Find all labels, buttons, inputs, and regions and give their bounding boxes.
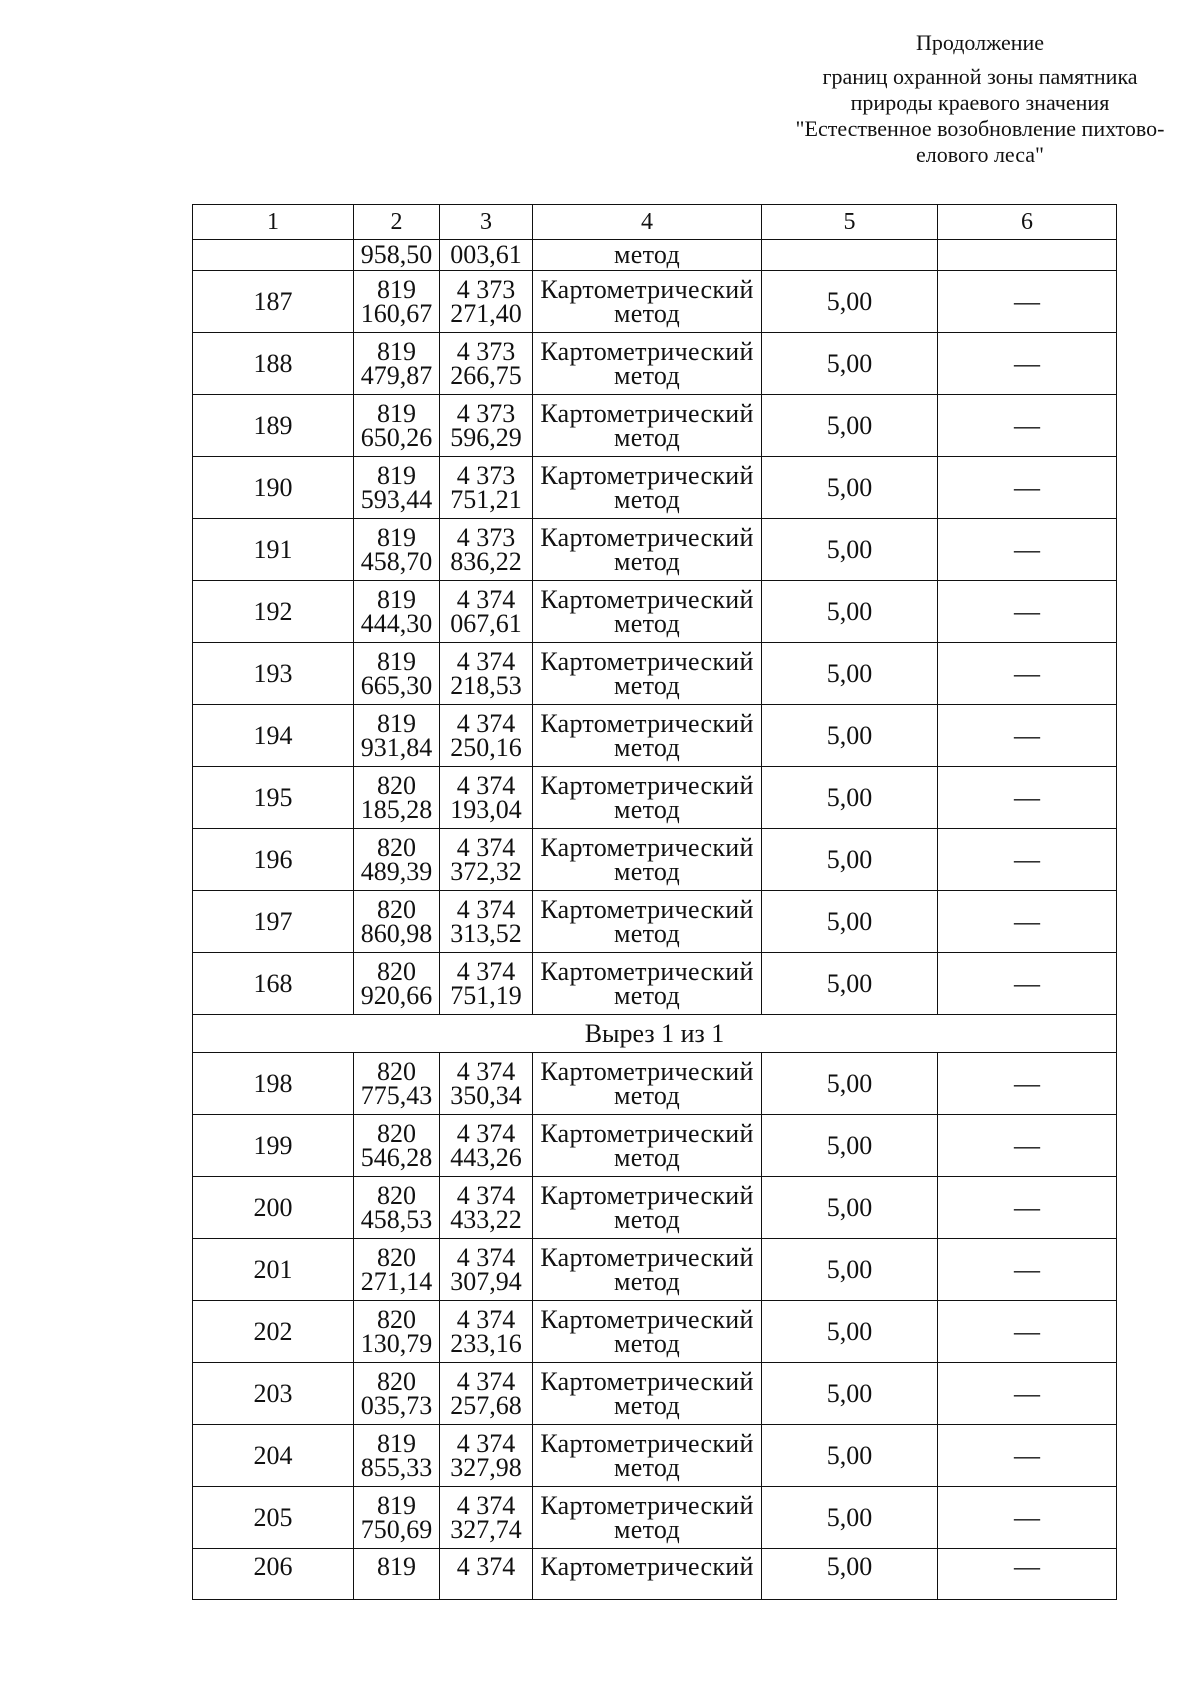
column-number: 1 (193, 205, 354, 240)
description-cell: — (938, 767, 1117, 829)
description-cell: — (938, 1301, 1117, 1363)
table-row (193, 333, 1117, 395)
description-cell: — (938, 1239, 1117, 1301)
description-cell: — (938, 953, 1117, 1015)
table-row (193, 829, 1117, 891)
y-coordinate-cell: 4 374 443,26 (440, 1115, 533, 1177)
point-number-cell: 187 (193, 271, 354, 333)
method-cell: Картометрический метод (533, 953, 762, 1015)
point-number-cell: 198 (193, 1053, 354, 1115)
column-number-row (193, 205, 1117, 240)
method-cell: Картометрический метод (533, 395, 762, 457)
point-number-cell: 191 (193, 519, 354, 581)
y-coordinate-cell: 003,61 (440, 240, 533, 271)
point-number-cell: 202 (193, 1301, 354, 1363)
point-number-cell: 205 (193, 1487, 354, 1549)
point-number-cell: 192 (193, 581, 354, 643)
x-coordinate-cell: 819 160,67 (354, 271, 440, 333)
table-row (193, 953, 1117, 1015)
description-cell: — (938, 271, 1117, 333)
description-cell: — (938, 1177, 1117, 1239)
y-coordinate-cell: 4 374 218,53 (440, 643, 533, 705)
table-row (193, 1053, 1117, 1115)
table-row (193, 519, 1117, 581)
table-row (193, 1487, 1117, 1549)
x-coordinate-cell: 820 489,39 (354, 829, 440, 891)
accuracy-cell: 5,00 (762, 1053, 938, 1115)
document-heading (790, 30, 1170, 168)
accuracy-cell: 5,00 (762, 271, 938, 333)
section-row (193, 1015, 1117, 1053)
table-row (193, 581, 1117, 643)
table-row (193, 457, 1117, 519)
column-number: 2 (354, 205, 440, 240)
x-coordinate-cell: 819 650,26 (354, 395, 440, 457)
y-coordinate-cell: 4 374 (440, 1549, 533, 1600)
description-cell: — (938, 705, 1117, 767)
description-cell: — (938, 891, 1117, 953)
y-coordinate-cell: 4 374 233,16 (440, 1301, 533, 1363)
x-coordinate-cell: 819 458,70 (354, 519, 440, 581)
description-cell: — (938, 1363, 1117, 1425)
accuracy-cell (762, 240, 938, 271)
y-coordinate-cell: 4 373 596,29 (440, 395, 533, 457)
point-number-cell: 199 (193, 1115, 354, 1177)
accuracy-cell: 5,00 (762, 395, 938, 457)
x-coordinate-cell: 958,50 (354, 240, 440, 271)
point-number-cell (193, 240, 354, 271)
point-number-cell: 168 (193, 953, 354, 1015)
method-cell: Картометрический метод (533, 829, 762, 891)
accuracy-cell: 5,00 (762, 1549, 938, 1600)
method-cell: метод (533, 240, 762, 271)
point-number-cell: 201 (193, 1239, 354, 1301)
table-row (193, 643, 1117, 705)
y-coordinate-cell: 4 374 433,22 (440, 1177, 533, 1239)
continuation-label: Продолжение (915, 30, 1045, 55)
x-coordinate-cell: 820 458,53 (354, 1177, 440, 1239)
accuracy-cell: 5,00 (762, 457, 938, 519)
point-number-cell: 189 (193, 395, 354, 457)
point-number-cell: 197 (193, 891, 354, 953)
description-cell: — (938, 1115, 1117, 1177)
column-number: 6 (938, 205, 1117, 240)
y-coordinate-cell: 4 374 327,74 (440, 1487, 533, 1549)
accuracy-cell: 5,00 (762, 953, 938, 1015)
method-cell: Картометрический метод (533, 1239, 762, 1301)
y-coordinate-cell: 4 374 307,94 (440, 1239, 533, 1301)
description-cell: — (938, 519, 1117, 581)
x-coordinate-cell: 820 130,79 (354, 1301, 440, 1363)
description-cell: — (938, 829, 1117, 891)
heading-description: границ охранной зоны памятника природы краевого значения "Естественное возобновление пихтово-елового леса" (795, 64, 1165, 167)
x-coordinate-cell: 819 931,84 (354, 705, 440, 767)
description-cell: — (938, 395, 1117, 457)
table-row (193, 705, 1117, 767)
x-coordinate-cell: 819 665,30 (354, 643, 440, 705)
x-coordinate-cell: 820 775,43 (354, 1053, 440, 1115)
description-cell: — (938, 1549, 1117, 1600)
accuracy-cell: 5,00 (762, 891, 938, 953)
description-cell (938, 240, 1117, 271)
method-cell: Картометрический метод (533, 457, 762, 519)
method-cell: Картометрический метод (533, 1177, 762, 1239)
point-number-cell: 193 (193, 643, 354, 705)
x-coordinate-cell: 819 479,87 (354, 333, 440, 395)
x-coordinate-cell: 820 035,73 (354, 1363, 440, 1425)
accuracy-cell: 5,00 (762, 581, 938, 643)
method-cell: Картометрический метод (533, 1115, 762, 1177)
y-coordinate-cell: 4 374 250,16 (440, 705, 533, 767)
section-label: Вырез 1 из 1 (193, 1015, 1117, 1053)
y-coordinate-cell: 4 374 372,32 (440, 829, 533, 891)
y-coordinate-cell: 4 374 193,04 (440, 767, 533, 829)
accuracy-cell: 5,00 (762, 829, 938, 891)
x-coordinate-cell: 820 271,14 (354, 1239, 440, 1301)
y-coordinate-cell: 4 373 751,21 (440, 457, 533, 519)
method-cell: Картометрический метод (533, 643, 762, 705)
description-cell: — (938, 581, 1117, 643)
y-coordinate-cell: 4 374 067,61 (440, 581, 533, 643)
accuracy-cell: 5,00 (762, 1115, 938, 1177)
method-cell: Картометрический метод (533, 891, 762, 953)
table-row (193, 767, 1117, 829)
accuracy-cell: 5,00 (762, 1177, 938, 1239)
description-cell: — (938, 1053, 1117, 1115)
x-coordinate-cell: 819 855,33 (354, 1425, 440, 1487)
x-coordinate-cell: 819 (354, 1549, 440, 1600)
table-row (193, 891, 1117, 953)
point-number-cell: 206 (193, 1549, 354, 1600)
method-cell: Картометрический метод (533, 519, 762, 581)
column-number: 3 (440, 205, 533, 240)
point-number-cell: 195 (193, 767, 354, 829)
description-cell: — (938, 643, 1117, 705)
point-number-cell: 190 (193, 457, 354, 519)
table-row (193, 1301, 1117, 1363)
y-coordinate-cell: 4 374 313,52 (440, 891, 533, 953)
x-coordinate-cell: 820 860,98 (354, 891, 440, 953)
table-row (193, 271, 1117, 333)
method-cell: Картометрический метод (533, 333, 762, 395)
accuracy-cell: 5,00 (762, 1239, 938, 1301)
y-coordinate-cell: 4 374 257,68 (440, 1363, 533, 1425)
accuracy-cell: 5,00 (762, 705, 938, 767)
point-number-cell: 188 (193, 333, 354, 395)
x-coordinate-cell: 819 750,69 (354, 1487, 440, 1549)
method-cell: Картометрический метод (533, 581, 762, 643)
point-number-cell: 196 (193, 829, 354, 891)
point-number-cell: 200 (193, 1177, 354, 1239)
description-cell: — (938, 1487, 1117, 1549)
column-number: 4 (533, 205, 762, 240)
y-coordinate-cell: 4 374 751,19 (440, 953, 533, 1015)
x-coordinate-cell: 820 185,28 (354, 767, 440, 829)
x-coordinate-cell: 819 444,30 (354, 581, 440, 643)
accuracy-cell: 5,00 (762, 519, 938, 581)
carryover-row (193, 240, 1117, 271)
y-coordinate-cell: 4 373 271,40 (440, 271, 533, 333)
table-row (193, 1239, 1117, 1301)
x-coordinate-cell: 820 920,66 (354, 953, 440, 1015)
boundary-coordinates-table (192, 204, 1117, 1600)
accuracy-cell: 5,00 (762, 643, 938, 705)
accuracy-cell: 5,00 (762, 1363, 938, 1425)
table-row (193, 1425, 1117, 1487)
point-number-cell: 203 (193, 1363, 354, 1425)
method-cell: Картометрический метод (533, 1363, 762, 1425)
method-cell: Картометрический метод (533, 767, 762, 829)
method-cell: Картометрический метод (533, 1487, 762, 1549)
column-number: 5 (762, 205, 938, 240)
accuracy-cell: 5,00 (762, 767, 938, 829)
method-cell: Картометрический метод (533, 1053, 762, 1115)
point-number-cell: 194 (193, 705, 354, 767)
point-number-cell: 204 (193, 1425, 354, 1487)
method-cell: Картометрический метод (533, 1301, 762, 1363)
method-cell: Картометрический метод (533, 705, 762, 767)
y-coordinate-cell: 4 373 266,75 (440, 333, 533, 395)
table-row (193, 395, 1117, 457)
accuracy-cell: 5,00 (762, 1487, 938, 1549)
x-coordinate-cell: 820 546,28 (354, 1115, 440, 1177)
description-cell: — (938, 457, 1117, 519)
accuracy-cell: 5,00 (762, 1425, 938, 1487)
method-cell: Картометрический метод (533, 1425, 762, 1487)
y-coordinate-cell: 4 374 350,34 (440, 1053, 533, 1115)
table-row (193, 1115, 1117, 1177)
accuracy-cell: 5,00 (762, 1301, 938, 1363)
table-row (193, 1363, 1117, 1425)
method-cell: Картометрический метод (533, 271, 762, 333)
description-cell: — (938, 333, 1117, 395)
y-coordinate-cell: 4 373 836,22 (440, 519, 533, 581)
accuracy-cell: 5,00 (762, 333, 938, 395)
table-row (193, 1549, 1117, 1600)
y-coordinate-cell: 4 374 327,98 (440, 1425, 533, 1487)
method-cell: Картометрический (533, 1549, 762, 1600)
table-row (193, 1177, 1117, 1239)
description-cell: — (938, 1425, 1117, 1487)
x-coordinate-cell: 819 593,44 (354, 457, 440, 519)
